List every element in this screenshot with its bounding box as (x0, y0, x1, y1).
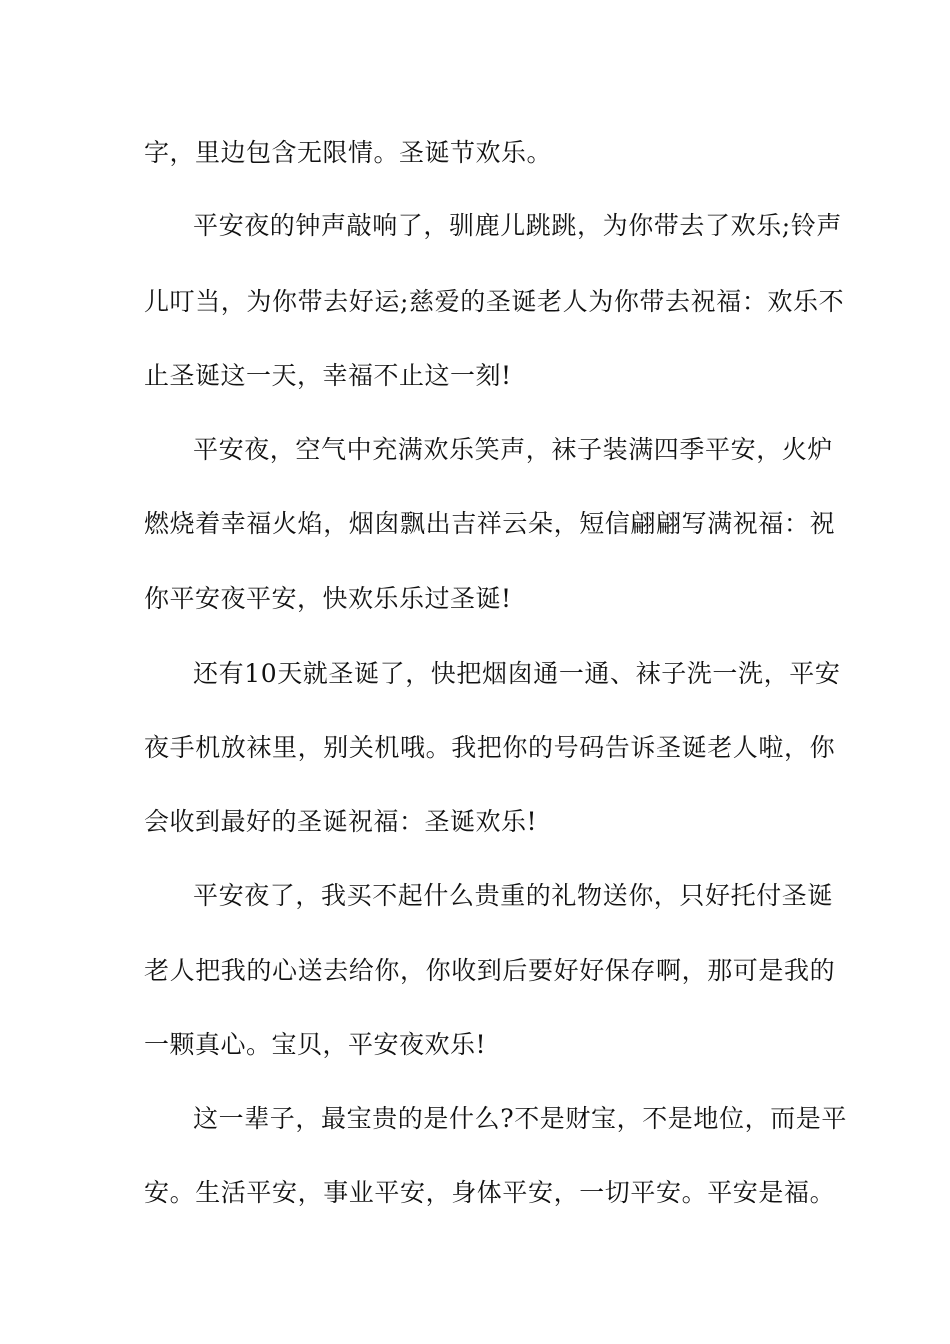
text-line: 会收到最好的圣诞祝福：圣诞欢乐! (144, 807, 538, 836)
paragraph-first-line: 平安夜的钟声敲响了，驯鹿儿跳跳，为你带去了欢乐;铃声 (193, 211, 843, 240)
text-line: 字，里边包含无限情。圣诞节欢乐。 (144, 138, 553, 167)
paragraph-first-line: 还有10天就圣诞了，快把烟囱通一通、袜子洗一洗，平安 (193, 659, 841, 688)
text-line: 一颗真心。宝贝，平安夜欢乐! (144, 1030, 487, 1059)
text-line: 儿叮当，为你带去好运;慈爱的圣诞老人为你带去祝福：欢乐不 (144, 287, 845, 316)
paragraph-first-line: 平安夜，空气中充满欢乐笑声，袜子装满四季平安，火炉 (193, 435, 834, 464)
text-line: 老人把我的心送去给你，你收到后要好好保存啊，那可是我的 (144, 956, 836, 985)
text-line: 燃烧着幸福火焰，烟囱飘出吉祥云朵，短信翩翩写满祝福：祝 (144, 509, 836, 538)
text-line: 止圣诞这一天，幸福不止这一刻! (144, 361, 512, 390)
text-line: 安。生活平安，事业平安，身体平安，一切平安。平安是福。 (144, 1178, 836, 1207)
paragraph-first-line: 这一辈子，最宝贵的是什么?不是财宝，不是地位，而是平 (193, 1104, 848, 1133)
paragraph-first-line: 平安夜了，我买不起什么贵重的礼物送你，只好托付圣诞 (193, 881, 834, 910)
text-line: 你平安夜平安，快欢乐乐过圣诞! (144, 584, 512, 613)
text-line: 夜手机放袜里，别关机哦。我把你的号码告诉圣诞老人啦，你 (144, 733, 836, 762)
